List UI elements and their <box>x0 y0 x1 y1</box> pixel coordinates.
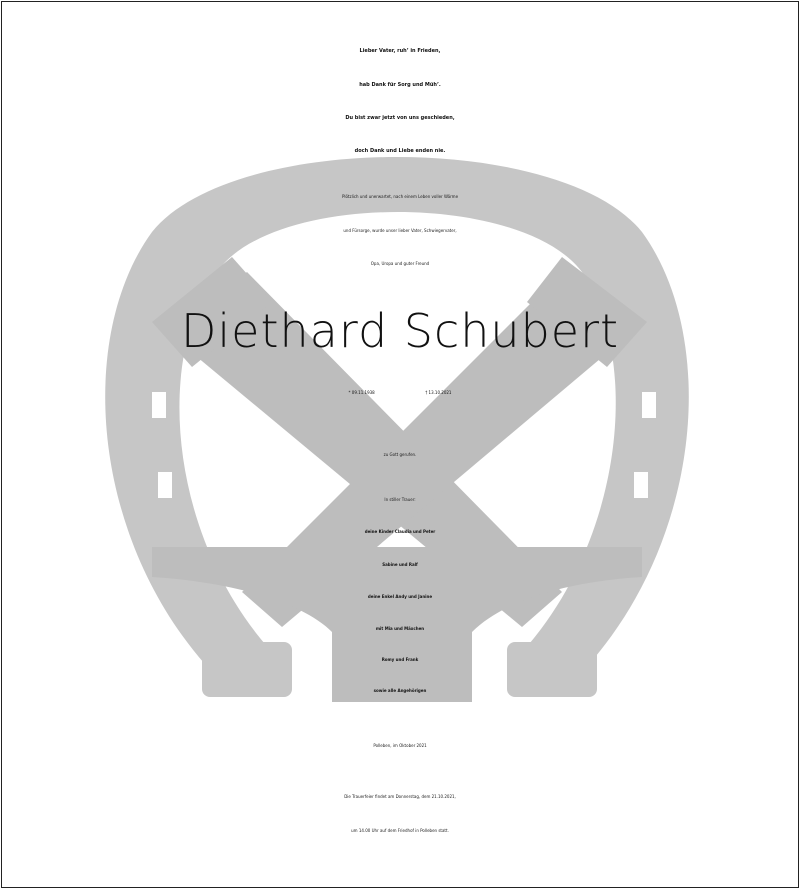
mourner-line: sowie alle Angehörigen <box>373 688 427 693</box>
intro-line: Opa, Uropa und guter Freund <box>370 261 430 266</box>
mourner-line: Sabine und Ralf <box>382 562 418 567</box>
intro-line: Plötzlich und unerwartet, nach einem Leben voller Wärme <box>341 194 459 199</box>
mourner-line: deine Kinder Claudia und Peter <box>364 529 436 534</box>
verse-line: Du bist zwar jetzt von uns geschieden, <box>345 115 455 121</box>
mourner-line: deine Enkel Andy und Janine <box>367 594 433 599</box>
birth-date: * 09.11.1938 <box>348 390 375 395</box>
death-date: † 13.10.2021 <box>425 390 452 395</box>
mourner-line: Romy und Frank <box>381 657 419 662</box>
place-date: Polleben, im Oktober 2021 <box>373 743 427 748</box>
funeral-line: um 14.00 Uhr auf dem Friedhof in Polleben statt. <box>351 828 449 833</box>
life-dates <box>2 390 798 395</box>
verse-line: doch Dank und Liebe enden nie. <box>354 148 446 154</box>
intro-line: und Fürsorge, wurde unser lieber Vater, Schwiegervater, <box>343 228 457 233</box>
verse-line: hab Dank für Sorg und Müh’. <box>359 82 441 88</box>
called-home-text: zu Gott gerufen. <box>383 452 417 457</box>
funeral-line: Die Trauerfeier findet am Donnerstag, dem 21.10.2021, <box>344 794 456 799</box>
mourning-heading: In stiller Trauer: <box>384 497 416 502</box>
deceased-name: Diethard Schubert <box>180 304 620 358</box>
obituary-notice <box>1 1 799 888</box>
mourner-line: mit Mia und Mäxchen <box>375 626 425 631</box>
verse-line: Lieber Vater, ruh’ in Frieden, <box>359 48 441 54</box>
